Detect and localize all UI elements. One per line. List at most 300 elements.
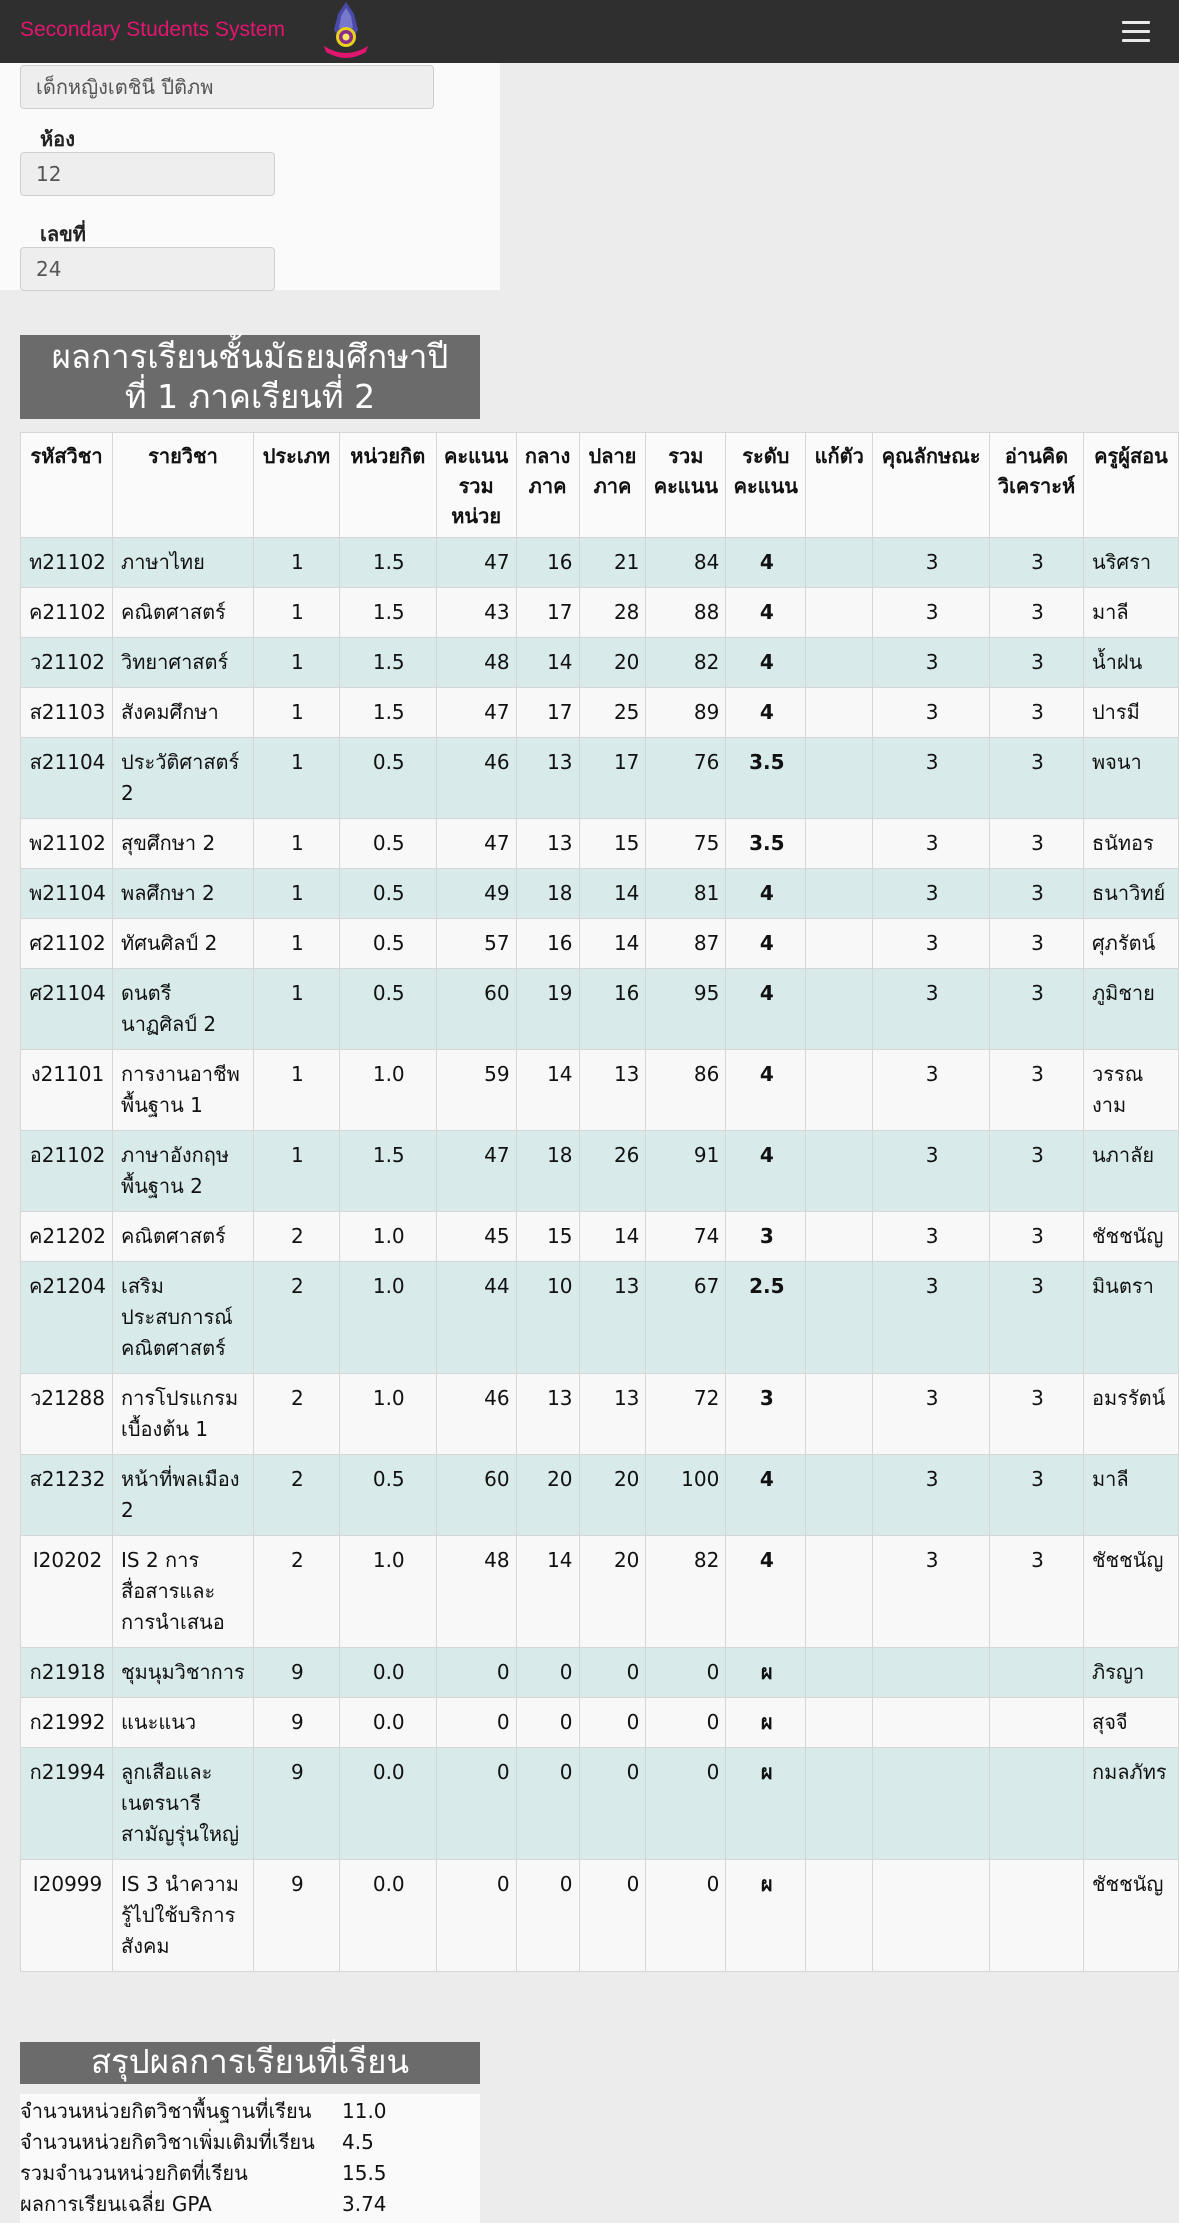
- cell-retest: [806, 1262, 873, 1374]
- cell-retest: [806, 638, 873, 688]
- cell-final: 20: [579, 1536, 646, 1648]
- results-title: [20, 335, 480, 419]
- cell-retest: [806, 1212, 873, 1262]
- cell-credit: 1.0: [339, 1262, 436, 1374]
- cell-unit-score: 0: [436, 1698, 516, 1748]
- cell-retest: [806, 1860, 873, 1972]
- cell-total: 82: [646, 638, 726, 688]
- cell-grade: 3: [726, 1374, 806, 1455]
- cell-reading: 3: [990, 1536, 1084, 1648]
- cell-retest: [806, 588, 873, 638]
- cell-character: 3: [873, 869, 990, 919]
- header-midterm: กลางภาค: [516, 433, 579, 538]
- cell-type: 9: [253, 1748, 339, 1860]
- cell-grade: 4: [726, 538, 806, 588]
- cell-midterm: 19: [516, 969, 579, 1050]
- cell-subject: การโปรแกรมเบื้องต้น 1: [113, 1374, 254, 1455]
- cell-reading: 3: [990, 738, 1084, 819]
- cell-unit-score: 48: [436, 638, 516, 688]
- table-row: [21, 538, 1179, 588]
- cell-grade: 3: [726, 1212, 806, 1262]
- cell-retest: [806, 1748, 873, 1860]
- cell-reading: 3: [990, 638, 1084, 688]
- cell-teacher: สุจจี: [1083, 1698, 1178, 1748]
- cell-reading: 3: [990, 588, 1084, 638]
- cell-type: 9: [253, 1860, 339, 1972]
- cell-code: I20202: [21, 1536, 113, 1648]
- cell-teacher: ภิรญา: [1083, 1648, 1178, 1698]
- table-row: [21, 1455, 1179, 1536]
- cell-subject: ลูกเสือและเนตรนารีสามัญรุ่นใหญ่: [113, 1748, 254, 1860]
- header-credit: หน่วยกิต: [339, 433, 436, 538]
- cell-code: ท21102: [21, 538, 113, 588]
- cell-character: 3: [873, 1050, 990, 1131]
- cell-unit-score: 60: [436, 969, 516, 1050]
- table-row: [21, 1050, 1179, 1131]
- cell-final: 28: [579, 588, 646, 638]
- cell-grade: 4: [726, 1455, 806, 1536]
- cell-unit-score: 46: [436, 738, 516, 819]
- cell-final: 16: [579, 969, 646, 1050]
- cell-subject: สุขศึกษา 2: [113, 819, 254, 869]
- cell-final: 14: [579, 919, 646, 969]
- cell-grade: 3.5: [726, 738, 806, 819]
- cell-total: 75: [646, 819, 726, 869]
- cell-reading: [990, 1860, 1084, 1972]
- cell-subject: คณิตศาสตร์: [113, 1212, 254, 1262]
- room-label: ห้อง: [40, 127, 75, 151]
- cell-teacher: มินตรา: [1083, 1262, 1178, 1374]
- cell-total: 72: [646, 1374, 726, 1455]
- cell-type: 1: [253, 738, 339, 819]
- cell-final: 0: [579, 1748, 646, 1860]
- header-reading: อ่านคิดวิเคราะห์: [990, 433, 1084, 538]
- cell-midterm: 14: [516, 1050, 579, 1131]
- cell-code: ศ21102: [21, 919, 113, 969]
- cell-grade: ผ: [726, 1648, 806, 1698]
- cell-teacher: ธนัทอร: [1083, 819, 1178, 869]
- cell-total: 88: [646, 588, 726, 638]
- cell-grade: 4: [726, 1536, 806, 1648]
- cell-midterm: 18: [516, 1131, 579, 1212]
- summary-row: [20, 2096, 387, 2126]
- table-row: [21, 688, 1179, 738]
- cell-teacher: พจนา: [1083, 738, 1178, 819]
- cell-code: ส21104: [21, 738, 113, 819]
- cell-midterm: 18: [516, 869, 579, 919]
- cell-subject: IS 3 นำความรู้ไปใช้บริการสังคม: [113, 1860, 254, 1972]
- cell-retest: [806, 688, 873, 738]
- cell-grade: ผ: [726, 1698, 806, 1748]
- cell-credit: 1.0: [339, 1212, 436, 1262]
- cell-total: 0: [646, 1860, 726, 1972]
- cell-midterm: 15: [516, 1212, 579, 1262]
- cell-reading: [990, 1698, 1084, 1748]
- cell-final: 26: [579, 1131, 646, 1212]
- cell-reading: 3: [990, 819, 1084, 869]
- table-row: [21, 819, 1179, 869]
- room-field[interactable]: 12: [20, 152, 275, 196]
- cell-credit: 0.0: [339, 1748, 436, 1860]
- cell-subject: ประวัติศาสตร์ 2: [113, 738, 254, 819]
- cell-final: 13: [579, 1050, 646, 1131]
- cell-reading: 3: [990, 1262, 1084, 1374]
- menu-toggle-button[interactable]: [1113, 14, 1159, 50]
- cell-subject: ภาษาไทย: [113, 538, 254, 588]
- school-logo: [318, 0, 374, 62]
- summary-row: [20, 2158, 387, 2188]
- table-row: [21, 1262, 1179, 1374]
- cell-total: 67: [646, 1262, 726, 1374]
- cell-type: 1: [253, 1050, 339, 1131]
- cell-character: 3: [873, 738, 990, 819]
- cell-credit: 1.5: [339, 1131, 436, 1212]
- cell-retest: [806, 1374, 873, 1455]
- table-row: [21, 738, 1179, 819]
- cell-final: 20: [579, 638, 646, 688]
- cell-type: 2: [253, 1374, 339, 1455]
- table-header-row: [21, 433, 1179, 538]
- cell-code: ง21101: [21, 1050, 113, 1131]
- student-info-panel: [0, 63, 500, 290]
- cell-retest: [806, 819, 873, 869]
- cell-grade: 4: [726, 869, 806, 919]
- cell-code: ส21103: [21, 688, 113, 738]
- cell-subject: ภาษาอังกฤษพื้นฐาน 2: [113, 1131, 254, 1212]
- cell-final: 21: [579, 538, 646, 588]
- cell-total: 95: [646, 969, 726, 1050]
- cell-type: 1: [253, 588, 339, 638]
- header-subject: รายวิชา: [113, 433, 254, 538]
- grades-body: [21, 538, 1179, 1972]
- cell-teacher: นริศรา: [1083, 538, 1178, 588]
- cell-unit-score: 60: [436, 1455, 516, 1536]
- student-name-field[interactable]: เด็กหญิงเตชินี ปีติภพ: [20, 65, 434, 109]
- cell-final: 15: [579, 819, 646, 869]
- cell-character: 3: [873, 588, 990, 638]
- cell-code: ส21232: [21, 1455, 113, 1536]
- cell-grade: 4: [726, 638, 806, 688]
- cell-unit-score: 0: [436, 1648, 516, 1698]
- table-row: [21, 588, 1179, 638]
- table-row: [21, 969, 1179, 1050]
- table-row: [21, 1212, 1179, 1262]
- header-type: ประเภท: [253, 433, 339, 538]
- cell-character: [873, 1748, 990, 1860]
- cell-reading: 3: [990, 1050, 1084, 1131]
- header-total: รวมคะแนน: [646, 433, 726, 538]
- cell-total: 82: [646, 1536, 726, 1648]
- cell-character: [873, 1698, 990, 1748]
- cell-reading: 3: [990, 1131, 1084, 1212]
- cell-total: 76: [646, 738, 726, 819]
- cell-code: อ21102: [21, 1131, 113, 1212]
- cell-unit-score: 43: [436, 588, 516, 638]
- cell-credit: 1.0: [339, 1374, 436, 1455]
- cell-teacher: มาลี: [1083, 1455, 1178, 1536]
- cell-type: 2: [253, 1536, 339, 1648]
- cell-credit: 0.0: [339, 1648, 436, 1698]
- summary-label: จำนวนหน่วยกิตวิชาพื้นฐานที่เรียน: [20, 2099, 312, 2123]
- cell-teacher: น้ำฝน: [1083, 638, 1178, 688]
- cell-midterm: 13: [516, 819, 579, 869]
- cell-final: 0: [579, 1860, 646, 1972]
- cell-teacher: ชัชชนัญ: [1083, 1860, 1178, 1972]
- header-code: รหัสวิชา: [21, 433, 113, 538]
- cell-midterm: 17: [516, 688, 579, 738]
- cell-type: 1: [253, 869, 339, 919]
- table-row: [21, 1648, 1179, 1698]
- cell-subject: วิทยาศาสตร์: [113, 638, 254, 688]
- cell-reading: 3: [990, 1212, 1084, 1262]
- cell-unit-score: 0: [436, 1748, 516, 1860]
- cell-retest: [806, 1698, 873, 1748]
- cell-type: 2: [253, 1455, 339, 1536]
- cell-teacher: มาลี: [1083, 588, 1178, 638]
- table-row: [21, 1536, 1179, 1648]
- cell-teacher: ปารมี: [1083, 688, 1178, 738]
- cell-retest: [806, 738, 873, 819]
- cell-final: 14: [579, 869, 646, 919]
- cell-character: 3: [873, 1262, 990, 1374]
- cell-subject: เสริมประสบการณ์คณิตศาสตร์: [113, 1262, 254, 1374]
- cell-character: 3: [873, 819, 990, 869]
- table-row: [21, 1860, 1179, 1972]
- cell-character: [873, 1648, 990, 1698]
- cell-final: 17: [579, 738, 646, 819]
- cell-midterm: 0: [516, 1648, 579, 1698]
- cell-code: ศ21104: [21, 969, 113, 1050]
- cell-grade: 4: [726, 1131, 806, 1212]
- cell-unit-score: 47: [436, 819, 516, 869]
- cell-character: [873, 1860, 990, 1972]
- summary-value: 4.5: [342, 2130, 374, 2154]
- cell-character: 3: [873, 919, 990, 969]
- summary-title: สรุปผลการเรียนที่เรียน: [20, 2042, 480, 2084]
- cell-midterm: 13: [516, 1374, 579, 1455]
- cell-reading: [990, 1648, 1084, 1698]
- cell-unit-score: 45: [436, 1212, 516, 1262]
- cell-midterm: 0: [516, 1860, 579, 1972]
- cell-retest: [806, 869, 873, 919]
- cell-credit: 0.5: [339, 969, 436, 1050]
- header-teacher: ครูผู้สอน: [1083, 433, 1178, 538]
- cell-total: 89: [646, 688, 726, 738]
- cell-subject: IS 2 การสื่อสารและการนำเสนอ: [113, 1536, 254, 1648]
- cell-character: 3: [873, 969, 990, 1050]
- table-row: [21, 638, 1179, 688]
- cell-unit-score: 48: [436, 1536, 516, 1648]
- cell-final: 14: [579, 1212, 646, 1262]
- student-number-field[interactable]: 24: [20, 247, 275, 291]
- header-final: ปลายภาค: [579, 433, 646, 538]
- cell-teacher: ภูมิชาย: [1083, 969, 1178, 1050]
- cell-unit-score: 59: [436, 1050, 516, 1131]
- cell-character: 3: [873, 1374, 990, 1455]
- results-title-line2: ที่ 1 ภาคเรียนที่ 2: [124, 377, 376, 416]
- table-row: [21, 1374, 1179, 1455]
- cell-credit: 0.5: [339, 738, 436, 819]
- cell-character: 3: [873, 688, 990, 738]
- cell-grade: ผ: [726, 1748, 806, 1860]
- cell-unit-score: 49: [436, 869, 516, 919]
- cell-credit: 0.5: [339, 919, 436, 969]
- cell-credit: 0.0: [339, 1860, 436, 1972]
- cell-reading: 3: [990, 969, 1084, 1050]
- cell-grade: ผ: [726, 1860, 806, 1972]
- header-character: คุณลักษณะ: [873, 433, 990, 538]
- cell-credit: 1.5: [339, 538, 436, 588]
- cell-character: 3: [873, 1536, 990, 1648]
- summary-row: [20, 2127, 374, 2157]
- cell-midterm: 14: [516, 638, 579, 688]
- cell-character: 3: [873, 1131, 990, 1212]
- cell-code: พ21104: [21, 869, 113, 919]
- cell-midterm: 17: [516, 588, 579, 638]
- cell-character: 3: [873, 538, 990, 588]
- cell-credit: 1.5: [339, 638, 436, 688]
- cell-reading: 3: [990, 538, 1084, 588]
- cell-code: ค21204: [21, 1262, 113, 1374]
- cell-teacher: ศุภรัตน์: [1083, 919, 1178, 969]
- cell-total: 86: [646, 1050, 726, 1131]
- cell-type: 9: [253, 1698, 339, 1748]
- cell-code: ก21992: [21, 1698, 113, 1748]
- summary-label: ผลการเรียนเฉลี่ย GPA: [20, 2192, 212, 2216]
- cell-credit: 1.5: [339, 588, 436, 638]
- cell-midterm: 14: [516, 1536, 579, 1648]
- cell-code: ก21918: [21, 1648, 113, 1698]
- cell-retest: [806, 1455, 873, 1536]
- header-unit-score: คะแนนรวมหน่วย: [436, 433, 516, 538]
- cell-subject: ชุมนุมวิชาการ: [113, 1648, 254, 1698]
- cell-character: 3: [873, 638, 990, 688]
- cell-final: 0: [579, 1698, 646, 1748]
- cell-retest: [806, 919, 873, 969]
- results-title-line1: ผลการเรียนชั้นมัธยมศึกษาปี: [51, 337, 449, 376]
- cell-code: ค21102: [21, 588, 113, 638]
- cell-reading: 3: [990, 1374, 1084, 1455]
- cell-total: 0: [646, 1648, 726, 1698]
- cell-code: ว21102: [21, 638, 113, 688]
- summary-panel: [20, 2094, 480, 2223]
- summary-label: จำนวนหน่วยกิตวิชาเพิ่มเติมที่เรียน: [20, 2130, 315, 2154]
- cell-code: พ21102: [21, 819, 113, 869]
- cell-type: 9: [253, 1648, 339, 1698]
- cell-retest: [806, 1131, 873, 1212]
- cell-reading: [990, 1748, 1084, 1860]
- cell-unit-score: 0: [436, 1860, 516, 1972]
- cell-type: 1: [253, 538, 339, 588]
- cell-subject: ทัศนศิลป์ 2: [113, 919, 254, 969]
- cell-total: 74: [646, 1212, 726, 1262]
- header-retest: แก้ตัว: [806, 433, 873, 538]
- grades-table: [20, 432, 1179, 1972]
- cell-reading: 3: [990, 688, 1084, 738]
- cell-reading: 3: [990, 919, 1084, 969]
- cell-grade: 2.5: [726, 1262, 806, 1374]
- summary-value: 11.0: [342, 2099, 387, 2123]
- cell-midterm: 13: [516, 738, 579, 819]
- cell-midterm: 16: [516, 919, 579, 969]
- number-label: เลขที่: [40, 222, 86, 246]
- cell-type: 1: [253, 919, 339, 969]
- cell-credit: 1.5: [339, 688, 436, 738]
- cell-total: 87: [646, 919, 726, 969]
- cell-unit-score: 47: [436, 538, 516, 588]
- cell-type: 2: [253, 1262, 339, 1374]
- cell-character: 3: [873, 1455, 990, 1536]
- cell-grade: 4: [726, 969, 806, 1050]
- cell-total: 0: [646, 1748, 726, 1860]
- cell-grade: 4: [726, 688, 806, 738]
- cell-type: 1: [253, 1131, 339, 1212]
- table-row: [21, 1748, 1179, 1860]
- hamburger-icon: [1122, 21, 1150, 24]
- summary-label: รวมจำนวนหน่วยกิตที่เรียน: [20, 2161, 248, 2185]
- cell-midterm: 10: [516, 1262, 579, 1374]
- cell-retest: [806, 538, 873, 588]
- cell-character: 3: [873, 1212, 990, 1262]
- cell-grade: 3.5: [726, 819, 806, 869]
- cell-subject: การงานอาชีพพื้นฐาน 1: [113, 1050, 254, 1131]
- cell-type: 1: [253, 819, 339, 869]
- cell-unit-score: 57: [436, 919, 516, 969]
- cell-midterm: 20: [516, 1455, 579, 1536]
- cell-grade: 4: [726, 1050, 806, 1131]
- cell-credit: 0.5: [339, 1455, 436, 1536]
- cell-reading: 3: [990, 869, 1084, 919]
- cell-subject: หน้าที่พลเมือง 2: [113, 1455, 254, 1536]
- table-row: [21, 869, 1179, 919]
- cell-grade: 4: [726, 919, 806, 969]
- cell-code: I20999: [21, 1860, 113, 1972]
- cell-total: 0: [646, 1698, 726, 1748]
- cell-retest: [806, 1536, 873, 1648]
- cell-teacher: ชัชชนัญ: [1083, 1212, 1178, 1262]
- cell-midterm: 16: [516, 538, 579, 588]
- cell-final: 20: [579, 1455, 646, 1536]
- cell-final: 25: [579, 688, 646, 738]
- cell-midterm: 0: [516, 1748, 579, 1860]
- cell-credit: 0.5: [339, 819, 436, 869]
- cell-teacher: นภาลัย: [1083, 1131, 1178, 1212]
- cell-final: 0: [579, 1648, 646, 1698]
- summary-row: [20, 2189, 387, 2219]
- cell-reading: 3: [990, 1455, 1084, 1536]
- cell-total: 100: [646, 1455, 726, 1536]
- app-brand[interactable]: Secondary Students System: [20, 18, 285, 41]
- summary-value: 15.5: [342, 2161, 387, 2185]
- cell-unit-score: 47: [436, 1131, 516, 1212]
- cell-type: 1: [253, 688, 339, 738]
- cell-code: ว21288: [21, 1374, 113, 1455]
- cell-retest: [806, 969, 873, 1050]
- cell-final: 13: [579, 1262, 646, 1374]
- table-row: [21, 1698, 1179, 1748]
- cell-teacher: อมรรัตน์: [1083, 1374, 1178, 1455]
- table-row: [21, 1131, 1179, 1212]
- cell-retest: [806, 1648, 873, 1698]
- cell-total: 84: [646, 538, 726, 588]
- cell-subject: แนะแนว: [113, 1698, 254, 1748]
- cell-unit-score: 46: [436, 1374, 516, 1455]
- cell-total: 81: [646, 869, 726, 919]
- header-grade: ระดับคะแนน: [726, 433, 806, 538]
- cell-type: 2: [253, 1212, 339, 1262]
- cell-unit-score: 44: [436, 1262, 516, 1374]
- top-navbar: [0, 0, 1179, 63]
